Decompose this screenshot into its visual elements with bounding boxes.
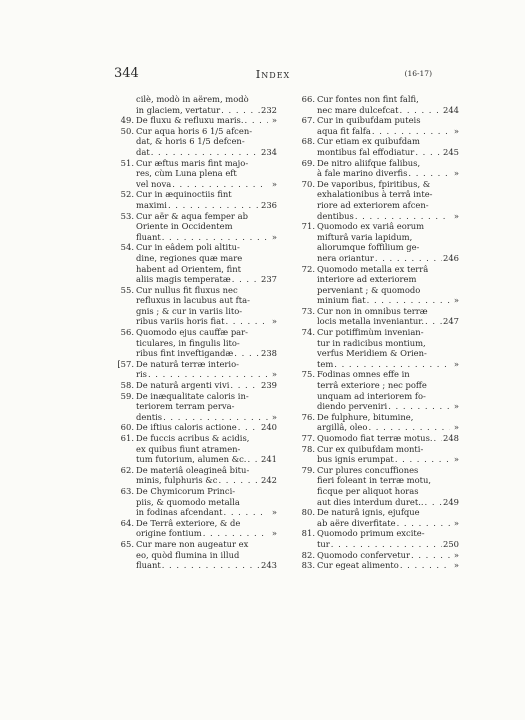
index-entry [112,518,277,539]
entry-line [317,433,459,444]
entry-line: aliorumque foffilium ge- [317,242,420,253]
page-reference: » [453,517,459,528]
index-entry [112,211,277,243]
index-entry [112,285,277,327]
entry-number: 63. [120,485,134,496]
entry-line: Cur nullus fit fluxus nec [136,284,238,295]
entry-line [317,497,459,508]
page-number: 344 [114,66,139,81]
entry-line: Cur aër & aqua femper ab [136,210,248,221]
entry-line: Cur in æquinoctiis fint [136,189,232,200]
page-header [114,66,432,86]
entry-line [317,105,459,116]
entry-number: 81. [301,528,315,539]
page-reference: » [453,168,459,179]
dot-leader [434,433,442,444]
page-reference: 238 [261,348,277,359]
entry-line: cilè, modò in aërem, modò [136,94,249,104]
entry-line [317,147,459,158]
entry-text: De naturâ argenti vivi [136,380,230,391]
page-reference: 232 [261,104,277,115]
dot-leader [415,147,442,158]
index-entry [112,391,277,423]
entry-text: fluant [136,560,161,571]
page-reference: » [271,528,277,539]
entry-number: 49. [120,115,134,126]
entry-number: 79. [301,464,315,475]
entry-line [317,168,459,179]
entry-number: 71. [301,221,315,232]
entry-line: teriorem terram perva- [136,401,235,412]
index-entry [293,528,459,549]
entry-line [317,316,459,327]
entry-line: Quomodo primum excite- [317,528,425,539]
entry-line: Cur ex quibufdam monti- [317,443,424,454]
entry-text: dentis [136,411,163,422]
index-column-left [112,94,277,571]
entry-number: 53. [120,210,134,221]
entry-line [317,211,459,222]
entry-number: 59. [120,390,134,401]
index-entry [293,550,459,561]
entry-line: Cur etiam ex quibufdam [317,136,420,147]
entry-text: tem [317,358,334,369]
entry-text: bus ignis erumpat [317,454,394,465]
entry-text: De iftius caloris actione [136,422,237,433]
article-range: (16-17) [404,69,432,78]
entry-line: De inæqualitate caloris in- [136,390,249,401]
page-reference: » [453,422,459,433]
page-reference: » [453,454,459,465]
page-reference: » [271,369,277,380]
entry-line: Cur plures concuffiones [317,464,419,475]
dot-leader [425,497,442,508]
entry-text: origine fontium [136,528,202,539]
entry-number: 80. [301,507,315,518]
dot-leader [232,274,260,285]
dot-leader [162,232,268,243]
entry-number: 54. [120,242,134,253]
entry-line: res, cùm Luna plena eft [136,168,237,179]
index-entry [112,539,277,571]
index-entry [293,465,459,507]
entry-line: De materiâ oleagineâ bitu- [136,464,250,475]
index-entry [293,507,459,528]
entry-line: piis, & quomodo metalla [136,496,240,507]
entry-line [317,560,459,571]
page-title: Index [255,67,291,81]
entry-line [317,422,459,433]
entry-line [317,401,459,412]
entry-text: diendo perveniri [317,401,388,412]
dot-leader [218,475,260,486]
entry-line: Cur potiffimùm invenian- [317,327,424,338]
entry-line: unquam ad interiorem fo- [317,390,426,401]
entry-number: 55. [120,284,134,295]
entry-line: fieri foleant in terræ motu, [317,475,432,486]
entry-line: Cur in quibufdam puteis [317,115,421,126]
entry-line: De Chymicorum Princi- [136,485,236,496]
dot-leader [411,550,450,561]
entry-line: De fuccis acribus & acidis, [136,433,250,443]
entry-text: locis metalla inveniantur. [317,316,425,327]
entry-text: aut dies interdum duret.. [317,496,424,507]
entry-line: ticulares, in fingulis lito- [136,337,240,348]
entry-number: 68. [301,136,315,147]
entry-text: in fodinas afcendant [136,507,223,518]
index-entry [112,465,277,486]
entry-text: à fale marino diverfis [317,168,408,179]
entry-line [136,179,277,190]
entry-line [136,528,277,539]
dot-leader [400,560,450,571]
entry-number: 70. [301,178,315,189]
page-reference: 234 [261,146,277,157]
entry-line: De Terrâ exteriore, & de [136,517,241,528]
entry-text: ris [136,369,147,380]
dot-leader [148,369,268,380]
entry-number: 75. [301,369,315,380]
entry-line: tur in radicibus montium, [317,337,426,348]
entry-number: 73. [301,305,315,316]
entry-line [136,274,277,285]
index-entry [112,486,277,518]
page-reference: 239 [261,380,277,391]
dot-leader [334,359,450,370]
entry-number: 52. [120,189,134,200]
entry-line: De vaporibus, fpiritibus, & [317,178,431,189]
entry-line: dat, & horis 6 1/5 defcen- [136,136,245,147]
index-entry [293,306,459,327]
entry-number: 74. [301,327,315,338]
dot-leader [425,316,442,327]
page-reference: » [271,507,277,518]
entry-line: Quomodo ejus cauffæ par- [136,327,249,338]
dot-leader [168,200,260,211]
page-reference: » [453,295,459,306]
entry-text: nera oriantur [317,252,374,263]
entry-line: Oriente in Occidentem [136,221,233,232]
index-entry [293,115,459,136]
page-reference: 249 [443,496,459,507]
index-entry [293,560,459,571]
page-reference: » [271,178,277,189]
index-entry [112,380,277,391]
page-reference: » [453,210,459,221]
entry-line [136,200,277,211]
page-reference: 250 [443,538,459,549]
index-entry [293,94,459,115]
index-entry [112,94,277,115]
entry-line: dine, regiones quæ mare [136,252,243,263]
dot-leader [234,348,260,359]
entry-line [136,475,277,486]
entry-line: perveniant ; & quomodo [317,284,421,295]
entry-text: ribus fint inveftigandæ [136,348,234,359]
page-reference: » [271,411,277,422]
entry-number: 60. [120,422,134,433]
entry-line [136,232,277,243]
index-entry [293,158,459,179]
entry-line: Cur fontes non fint falfi, [317,94,419,104]
dot-leader [225,316,268,327]
entry-text: vel nova [136,178,172,189]
dot-leader [151,147,260,158]
entry-number: 82. [301,549,315,560]
entry-number: 50. [120,125,134,136]
entry-text: montibus fal effodiatur [317,146,415,157]
entry-number: 69. [301,157,315,168]
entry-text: ribus variis horis fiat [136,316,225,327]
entry-line [136,316,277,327]
entry-line [317,518,459,529]
entry-line: verfus Meridiem & Orien- [317,348,427,359]
entry-line [317,454,459,465]
entry-line: Cur in eâdem poli altitu- [136,242,240,253]
entry-line: refluxus in lacubus aut fta- [136,295,250,306]
dot-leader [245,115,268,126]
entry-number: 61. [120,433,134,443]
entry-text: argillâ, oleo [317,422,368,433]
index-entry [112,242,277,284]
index-column-right [293,94,459,571]
index-entry [293,369,459,411]
index-entry [293,327,459,369]
entry-line [317,359,459,370]
index-entry [112,359,277,380]
entry-number: 67. [301,115,315,126]
entry-line: eo, quòd flumina in illud [136,549,240,560]
entry-number: 65. [120,538,134,549]
entry-line [317,126,459,137]
page-reference: 237 [261,274,277,285]
entry-line [136,348,277,359]
entry-line: ficque per aliquot horas [317,485,419,496]
entry-line: habent ad Orientem, fint [136,263,241,274]
index-entry [112,126,277,158]
entry-number: 56. [120,327,134,338]
entry-text: dat [136,146,150,157]
entry-line: De fulphure, bitumine, [317,411,414,422]
page-reference: » [453,125,459,136]
index-entry [112,433,277,465]
dot-leader [238,422,260,433]
entry-line [136,454,277,465]
page-reference: 245 [443,146,459,157]
entry-text: fluant [136,231,161,242]
dot-leader [162,560,260,571]
entry-line: Fodinas omnes effe in [317,369,410,380]
index-entry [112,189,277,210]
entry-line [136,507,277,518]
index-entry [293,412,459,433]
entry-number: 78. [301,443,315,454]
entry-line [136,412,277,423]
dot-leader [247,454,260,465]
entry-line: gnis ; & cur in variis lito- [136,305,243,316]
dot-leader [408,168,450,179]
page-reference: 243 [261,560,277,571]
dot-leader [331,539,442,550]
page-reference: 244 [443,104,459,115]
page-reference: » [453,549,459,560]
entry-text: aliis magis temperatæ [136,274,231,285]
index-entry [293,179,459,221]
entry-number: 72. [301,263,315,274]
entry-number: 64. [120,517,134,528]
index-entry [112,158,277,190]
dot-leader [224,507,268,518]
entry-line: Cur non in omnibus terræ [317,305,428,316]
dot-leader [395,454,450,465]
entry-line [317,550,459,561]
dot-leader [375,253,442,264]
entry-text: maximi [136,199,167,210]
entry-number: 51. [120,157,134,168]
page-reference: 242 [261,475,277,486]
dot-leader [400,105,443,116]
index-entry [112,327,277,359]
entry-line: exhalationibus à terrâ inte- [317,189,433,200]
entry-text: minis, fulphuris &c [136,475,218,486]
entry-line: Cur mare non augeatur ex [136,538,249,549]
page-reference: 246 [443,252,459,263]
entry-number: [57. [117,358,134,369]
page-reference: » [271,316,277,327]
entry-text: tum futorium, alumen &c. [136,454,247,465]
page-reference: 236 [261,199,277,210]
entry-line [136,560,277,571]
entry-text: nec mare dulcefcat [317,104,399,115]
entry-line [136,147,277,158]
entry-line: Quomodo metalla ex terrâ [317,263,429,274]
entry-line: De naturâ ignis, ejufque [317,507,420,518]
dot-leader [367,295,450,306]
page-reference: 247 [443,316,459,327]
page-reference: » [453,401,459,412]
entry-text: Quomodo confervetur [317,549,410,560]
entry-line: De nitro aliifque falibus, [317,157,421,168]
entry-line [136,380,277,391]
dot-leader [230,380,260,391]
entry-line: mifturâ varia lapidum, [317,231,413,242]
page-reference: 248 [443,433,459,443]
entry-line: riore ad exteriorem afcen- [317,199,429,210]
page-reference: » [271,231,277,242]
entry-text: Cur egeat alimento [317,560,399,571]
entry-text: tur [317,538,330,549]
dot-leader [397,518,450,529]
entry-text: dentibus [317,210,354,221]
entry-number: 62. [120,464,134,475]
entry-line: ex quibus fiunt atramen- [136,443,241,454]
index-entry [293,444,459,465]
entry-number: 77. [301,433,315,443]
index-entry [112,115,277,126]
entry-line: Quomodo ex variâ eorum [317,221,425,232]
page-reference: 240 [261,422,277,433]
entry-number: 66. [301,94,315,104]
page-reference: » [453,358,459,369]
entry-line: Cur æftus maris fint majo- [136,157,249,168]
entry-text: Quomodo fiat terræ motus. [317,433,433,443]
entry-line [317,253,459,264]
index-entry [293,136,459,157]
dot-leader [163,412,268,423]
dot-leader [368,422,450,433]
entry-line [317,539,459,550]
entry-number: 83. [301,560,315,571]
entry-line [136,422,277,433]
page-reference: » [271,115,277,126]
entry-line: terrâ exteriore ; nec poffe [317,380,427,391]
dot-leader [388,401,450,412]
entry-line [136,105,277,116]
page-reference: 241 [261,454,277,465]
dot-leader [172,179,268,190]
dot-leader [372,126,450,137]
entry-line: Cur aqua horis 6 1/5 afcen- [136,125,253,136]
index-entry [293,264,459,306]
index-entry [293,221,459,263]
entry-line [136,115,277,126]
entry-number: 76. [301,411,315,422]
index-entry [293,433,459,444]
entry-text: aqua fit falfa [317,125,371,136]
entry-number: 58. [120,380,134,391]
entry-line [136,369,277,380]
entry-line: interiore ad exteriorem [317,274,417,285]
dot-leader [203,528,268,539]
dot-leader [221,105,260,116]
entry-line: De naturâ terræ interio- [136,358,239,369]
entry-text: De fluxu & refluxu maris. [136,115,244,126]
entry-text: in glaciem, vertatur [136,104,221,115]
dot-leader [355,211,450,222]
index-entry [112,422,277,433]
entry-line [317,295,459,306]
entry-text: ab aëre diverfitate [317,517,396,528]
page-reference: » [453,560,459,571]
entry-text: minium fiat [317,295,366,306]
